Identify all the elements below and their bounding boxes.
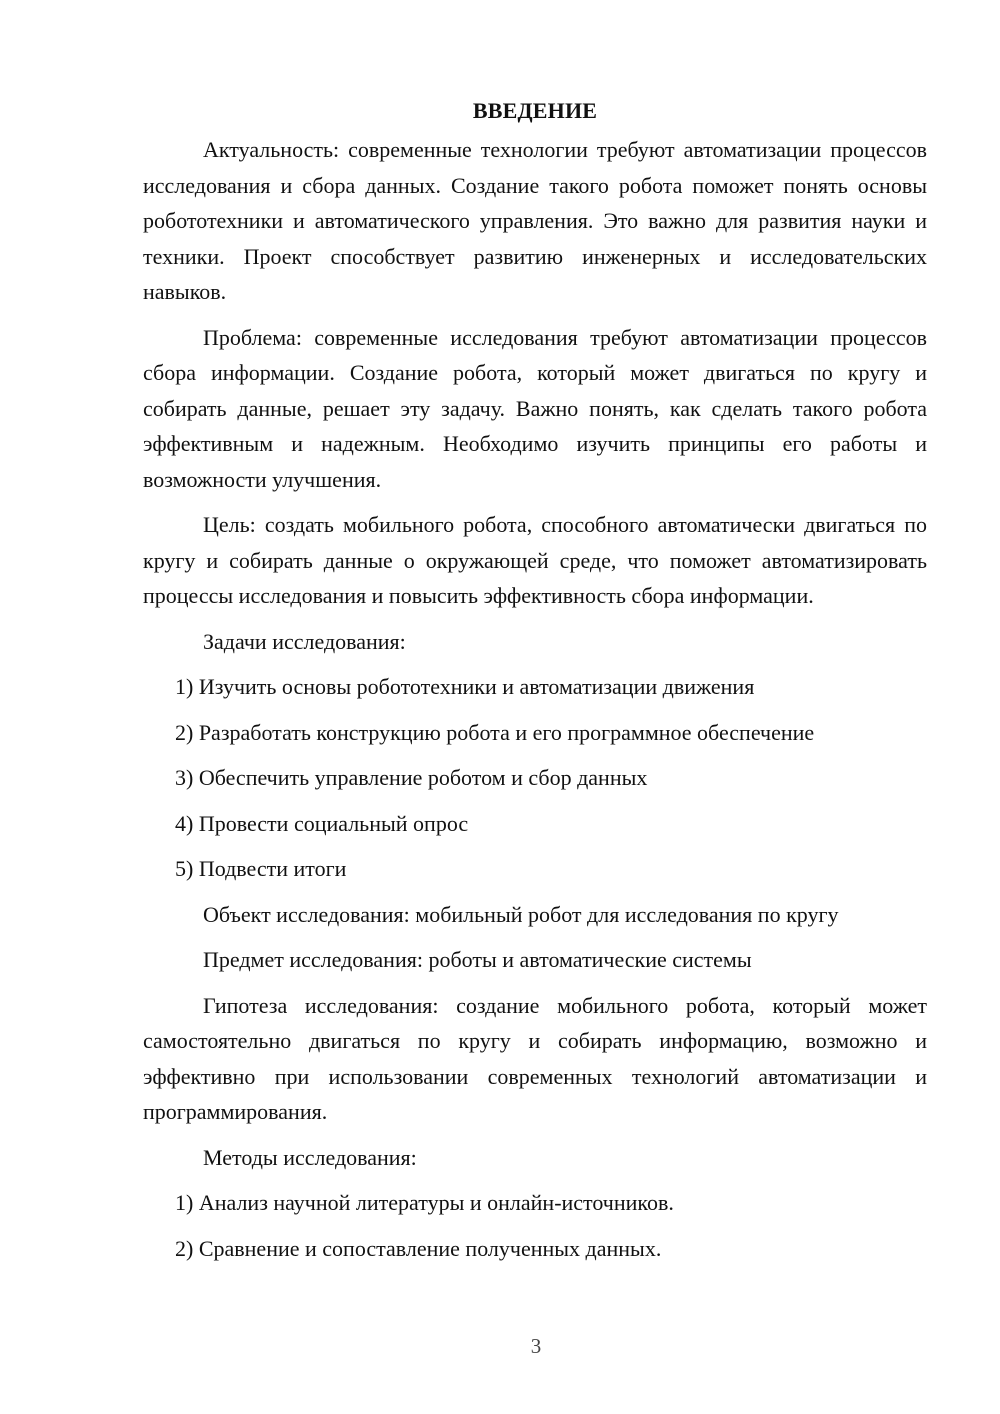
tasks-heading: Задачи исследования: [203, 628, 406, 654]
list-item: 3) Обеспечить управление роботом и сбор данных [175, 765, 648, 790]
list-item: 2) Разработать конструкцию робота и его программное обеспечение [175, 719, 815, 745]
list-item: 1) Анализ научной литературы и онлайн-источников. [175, 1190, 674, 1215]
section-title: ВВЕДЕНИЕ [472, 98, 598, 123]
object-paragraph: Объект исследования: мобильный робот для исследования по кругу [203, 901, 839, 927]
methods-heading: Методы исследования: [203, 1144, 417, 1170]
list-item: 5) Подвести итоги [175, 856, 347, 881]
list-item: 2) Сравнение и сопоставление полученных данных. [175, 1235, 662, 1261]
tasks-list [143, 669, 927, 887]
goal-paragraph: Цель: создать мобильного робота, способного автоматически двигаться по кругу и собирать данные о окружающей среде, что поможет автоматизировать процессы исследования и повысить эффективность сбора информации. [143, 512, 927, 608]
list-item: 1) Изучить основы робототехники и автоматизации движения [175, 674, 755, 699]
methods-list [143, 1185, 927, 1266]
hypothesis-paragraph: Гипотеза исследования: создание мобильного робота, который может самостоятельно двигаться по кругу и собирать информацию, возможно и эффективно при использовании современных технологий автоматизации и программирования. [143, 992, 927, 1124]
list-item: 4) Провести социальный опрос [175, 810, 469, 836]
relevance-paragraph: Актуальность: современные технологии требуют автоматизации процессов исследования и сбора данных. Создание такого робота поможет понять основы робототехники и автоматического управления. Это важно для развития науки и техники. Проект способствует развитию инженерных и исследовательских навыков. [143, 137, 927, 304]
problem-paragraph: Проблема: современные исследования требуют автоматизации процессов сбора информации. Создание робота, который может двигаться по кругу и собирать данные, решает эту задачу. Важно понять, как сделать такого робота эффективным и надежным. Необходимо изучить принципы его работы и возможности улучшения. [143, 324, 927, 492]
subject-paragraph: Предмет исследования: роботы и автоматические системы [203, 947, 752, 972]
document-page [143, 96, 927, 1276]
page-number: 3 [530, 1334, 542, 1358]
